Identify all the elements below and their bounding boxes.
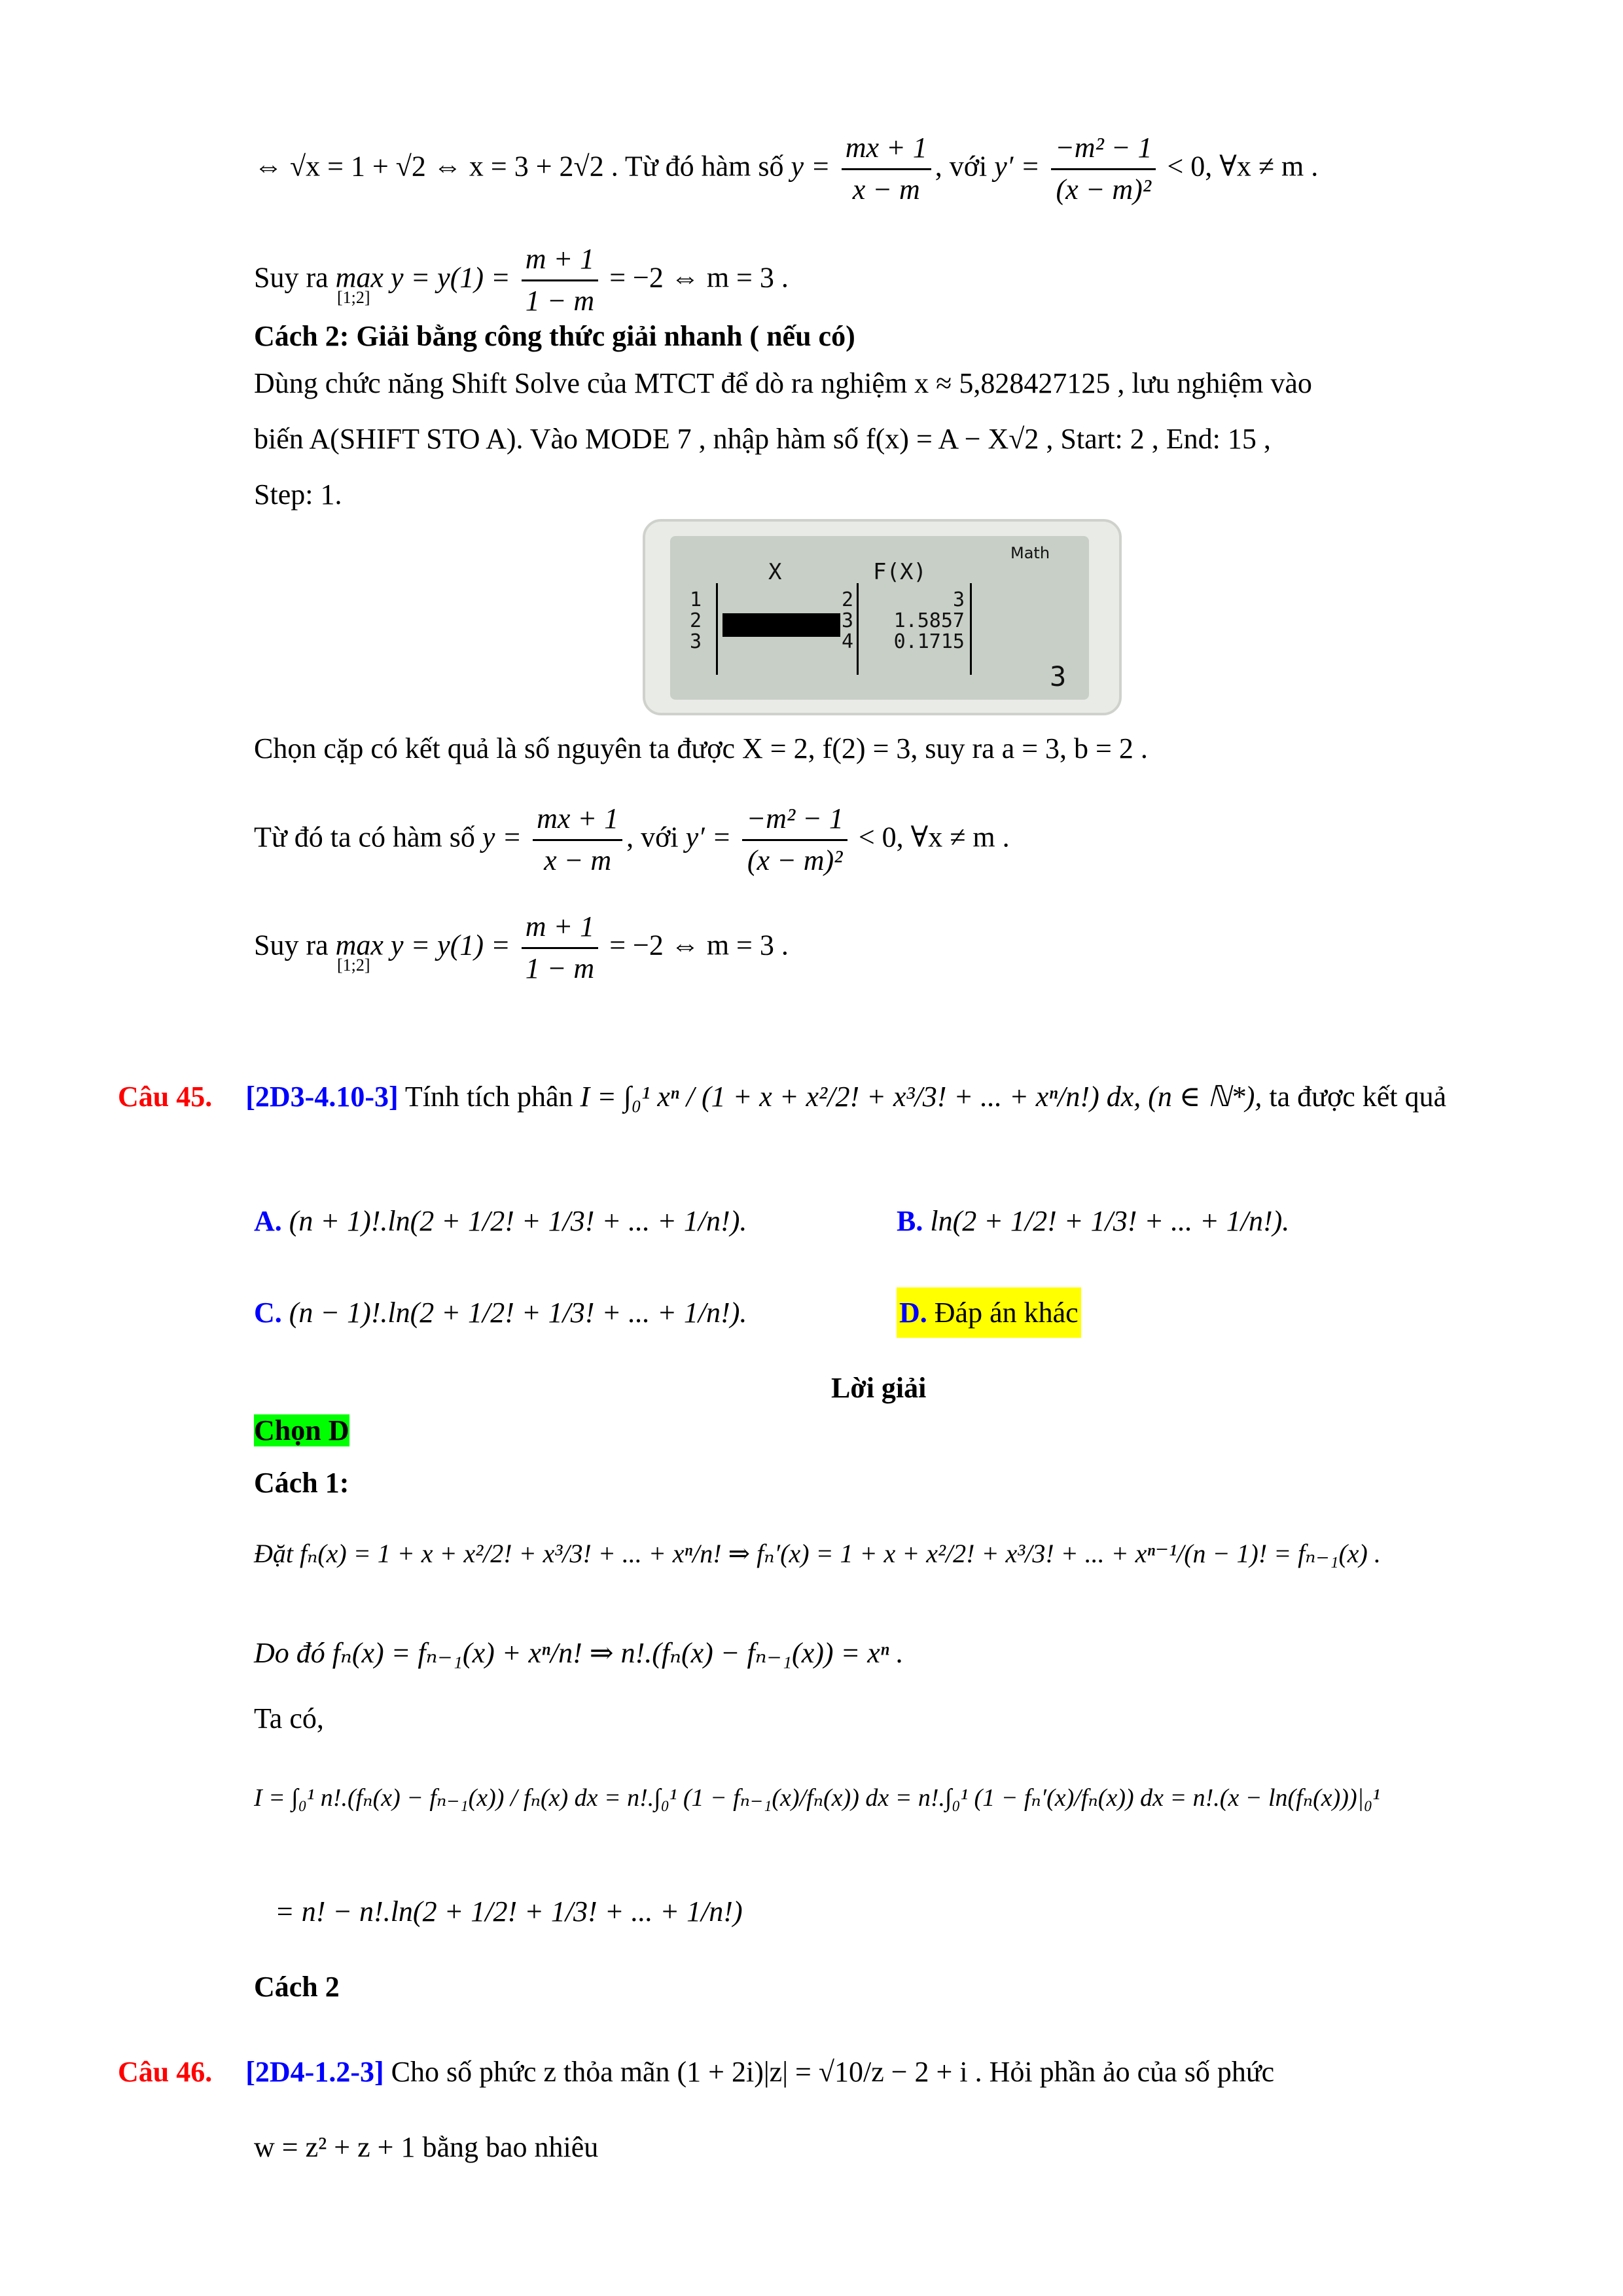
fraction-denominator: x − m [852,173,920,206]
line-suyra-2 [254,910,789,986]
integral-computation: I = ∫₀¹ n!.(fₙ(x) − fₙ₋₁(x)) / fₙ(x) dx = n!.∫₀¹ (1 − fₙ₋₁(x)/fₙ(x)) dx = n!.∫₀¹ (1 − fₙ′(x)/fₙ(x)) dx = n!.(x − ln(fₙ(x)))|₀¹ [254,1784,1380,1812]
y-label: y = [482,821,522,853]
question-text: Cho số phức z thỏa mãn (1 + 2i)|z| = √10/z − 2 + i . Hỏi phần ảo của số phức [391,2056,1275,2088]
f-value: 1.5857 [893,609,965,632]
cach2-paragraph-2: biến A(SHIFT STO A). Vào MODE 7 , nhập hàm số f(x) = A − X√2 , Start: 2 , End: 15 , [254,423,1271,455]
question-text: Tính tích phân [404,1081,573,1113]
question-label: Câu 46. [118,2056,213,2088]
highlighted-answer [897,1287,1081,1338]
result-text: = −2 ⇔ m = 3 . [609,261,789,294]
fraction-y [533,802,622,878]
tu-do-text: Từ đó ta có hàm số [254,821,475,853]
derivative-label: y′ = [685,821,732,853]
x-value: 3 [842,609,854,632]
fraction-denominator: 1 − m [525,952,595,984]
question-label: Câu 45. [118,1081,213,1113]
x-value: 2 [842,588,854,611]
answer-value: 3 [1050,660,1067,692]
fraction-numerator: mx + 1 [842,131,931,170]
f-values [866,590,965,653]
column-f-header: F(X) [873,559,927,585]
option-text: (n − 1)!.ln(2 + 1/2! + 1/3! + ... + 1/n!). [289,1297,747,1329]
equivalence-text: ⇔ √x = 1 + √2 ⇔ x = 3 + 2√2 . Từ đó hàm số [254,150,784,183]
integral-result: = n! − n!.ln(2 + 1/2! + 1/3! + ... + 1/n!) [275,1895,743,1928]
option-text: Đáp án khác [934,1297,1079,1329]
fraction-denominator: (x − m)² [1056,173,1152,206]
with-text: , với [935,150,988,183]
with-text: , với [626,821,679,853]
ta-co-line: Ta có, [254,1702,324,1734]
max-expression: max y = y(1) = [335,261,510,294]
question-45-header [118,1080,1446,1115]
fraction-denominator: x − m [544,844,612,876]
fraction-denominator: 1 − m [525,284,595,317]
fraction-numerator: mx + 1 [533,802,622,841]
question-code: [2D4-1.2-3] [245,2056,384,2088]
fraction-numerator: m + 1 [522,910,598,949]
dat-line: Đặt fₙ(x) = 1 + x + x²/2! + x³/3! + ... + xⁿ/n! ⇒ fₙ′(x) = 1 + x + x²/2! + x³/3! + ... + xⁿ⁻¹/(n − 1)! = fₙ₋₁(x) . [254,1539,1381,1568]
chon-cap-line: Chọn cặp có kết quả là số nguyên ta được X = 2, f(2) = 3, suy ra a = 3, b = 2 . [254,732,1148,764]
row-number: 1 [690,588,702,611]
fraction-numerator: −m² − 1 [1051,131,1156,170]
question-46-header [118,2055,1274,2090]
derivative-label: y′ = [994,150,1041,183]
question-code: [2D3-4.10-3] [245,1081,399,1113]
condition-text: < 0, ∀x ≠ m . [1167,150,1319,183]
option-d [897,1296,1081,1331]
fraction-derivative [1051,131,1156,207]
question-tail: ta được kết quả [1269,1081,1447,1113]
y-label: y = [791,150,830,183]
fraction-y [842,131,931,207]
line-tu-do [254,802,1010,878]
row-number: 3 [690,630,702,653]
fraction-numerator: m + 1 [522,242,598,281]
table-divider [716,583,718,675]
cach2-label: Cách 2 [254,1971,340,2003]
cach2-paragraph-3: Step: 1. [254,478,342,511]
selection-cursor [722,613,840,637]
line-suyra-1 [254,242,789,319]
fraction-numerator: −m² − 1 [742,802,847,841]
calculator-display [670,536,1089,700]
suyra-text: Suy ra [254,261,329,294]
option-b [897,1204,1289,1239]
f-value: 3 [952,588,965,611]
option-label: A. [254,1205,282,1237]
cach1-heading: Cách 1: [254,1467,349,1499]
table-divider [970,583,972,675]
question-46-line-2: w = z² + z + 1 bằng bao nhiêu [254,2131,599,2163]
option-label: C. [254,1297,282,1329]
x-values [842,590,853,653]
calculator-screenshot [643,519,1122,715]
integral-expression: I = ∫₀¹ xⁿ / (1 + x + x²/2! + x³/3! + ... + xⁿ/n!) dx, (n ∈ ℕ*), [580,1081,1262,1113]
option-text: (n + 1)!.ln(2 + 1/2! + 1/3! + ... + 1/n!). [289,1205,747,1237]
fraction-max [522,242,598,319]
fraction-max [522,910,598,986]
fraction-derivative [742,802,847,878]
option-label: B. [897,1205,923,1237]
option-text: ln(2 + 1/2! + 1/3! + ... + 1/n!). [930,1205,1290,1237]
max-expression: max y = y(1) = [335,929,510,961]
cach2-paragraph-1: Dùng chức năng Shift Solve của MTCT để dò ra nghiệm x ≈ 5,828427125 , lưu nghiệm vào [254,367,1312,399]
result-text: = −2 ⇔ m = 3 . [609,929,789,961]
line-equivalence [254,131,1318,207]
chon-d [254,1414,349,1448]
f-value: 0.1715 [893,630,965,653]
option-a [254,1204,747,1239]
option-c [254,1296,747,1331]
row-number: 2 [690,609,702,632]
condition-text: < 0, ∀x ≠ m . [858,821,1010,853]
row-numbers [690,590,702,653]
max-subscript: [1;2] [337,288,370,307]
fraction-denominator: (x − m)² [747,844,843,876]
do-do-line: Do đó fₙ(x) = fₙ₋₁(x) + xⁿ/n! ⇒ n!.(fₙ(x) − fₙ₋₁(x)) = xⁿ . [254,1637,904,1669]
suyra-text: Suy ra [254,929,329,961]
loi-giai-heading: Lời giải [831,1372,927,1404]
math-mode-indicator: Math [1010,544,1050,562]
max-subscript: [1;2] [337,956,370,975]
chosen-answer: Chọn D [254,1414,349,1446]
x-value: 4 [842,630,854,653]
option-label: D. [899,1297,927,1329]
cach2-heading: Cách 2: Giải bằng công thức giải nhanh ( nếu có) [254,320,855,352]
table-divider [857,583,859,675]
column-x-header: X [768,559,782,585]
